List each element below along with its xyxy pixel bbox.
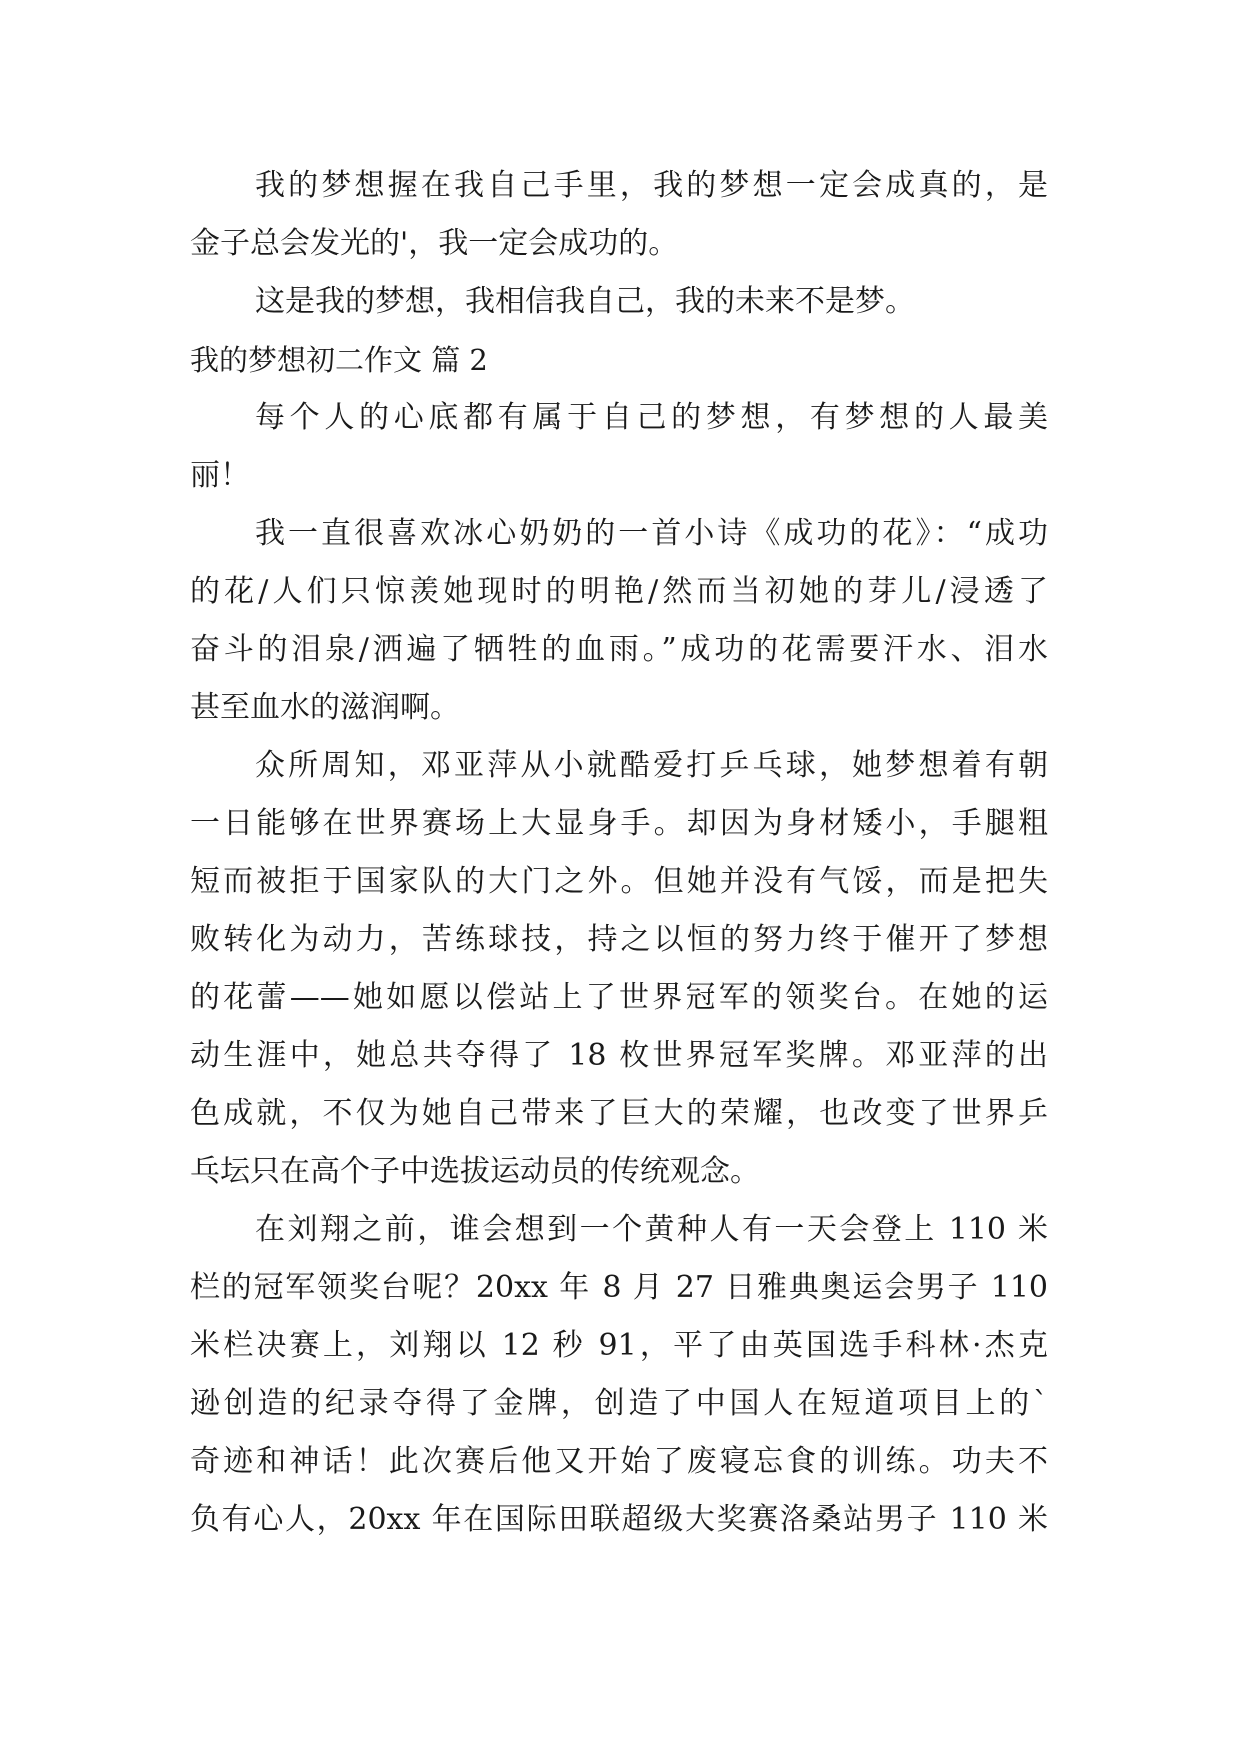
text-line: 乓坛只在高个子中选拔运动员的传统观念。 (190, 1154, 760, 1189)
text-line: 的花/人们只惊羡她现时的明艳/然而当初她的芽儿/浸透了 (190, 574, 1048, 609)
text-line: 众所周知，邓亚萍从小就酷爱打乒乓球，她梦想着有朝 (255, 748, 1048, 783)
text-line: 负有心人，20xx 年在国际田联超级大奖赛洛桑站男子 110 米 (190, 1502, 1048, 1537)
text-line: 这是我的梦想，我相信我自己，我的未来不是梦。 (255, 284, 915, 319)
text-line: 败转化为动力，苦练球技，持之以恒的努力终于催开了梦想 (190, 922, 1048, 957)
text-line: 栏的冠军领奖台呢？20xx 年 8 月 27 日雅典奥运会男子 110 (190, 1270, 1048, 1305)
text-line: 短而被拒于国家队的大门之外。但她并没有气馁，而是把失 (190, 864, 1048, 899)
text-line: 金子总会发光的'，我一定会成功的。 (190, 226, 679, 261)
text-line: 每个人的心底都有属于自己的梦想，有梦想的人最美 (255, 400, 1048, 435)
text-line: 一日能够在世界赛场上大显身手。却因为身材矮小，手腿粗 (190, 806, 1048, 841)
text-line: 在刘翔之前，谁会想到一个黄种人有一天会登上 110 米 (255, 1212, 1048, 1247)
text-line: 奇迹和神话！此次赛后他又开始了废寝忘食的训练。功夫不 (190, 1444, 1048, 1479)
text-line: 我一直很喜欢冰心奶奶的一首小诗《成功的花》：“成功 (255, 516, 1048, 551)
text-line: 我的梦想握在我自己手里，我的梦想一定会成真的，是 (255, 168, 1048, 203)
section-heading: 我的梦想初二作文 篇 2 (190, 343, 488, 377)
text-line: 米栏决赛上，刘翔以 12 秒 91，平了由英国选手科林·杰克 (190, 1328, 1048, 1363)
text-line: 逊创造的纪录夺得了金牌，创造了中国人在短道项目上的` (190, 1386, 1048, 1421)
text-line: 色成就，不仅为她自己带来了巨大的荣耀，也改变了世界乒 (190, 1096, 1048, 1131)
text-line: 奋斗的泪泉/洒遍了牺牲的血雨。”成功的花需要汗水、泪水 (190, 632, 1048, 667)
text-line: 丽！ (190, 458, 250, 493)
text-line: 动生涯中，她总共夺得了 18 枚世界冠军奖牌。邓亚萍的出 (190, 1038, 1048, 1073)
text-line: 的花蕾——她如愿以偿站上了世界冠军的领奖台。在她的运 (190, 980, 1048, 1015)
text-line: 甚至血水的滋润啊。 (190, 690, 460, 725)
